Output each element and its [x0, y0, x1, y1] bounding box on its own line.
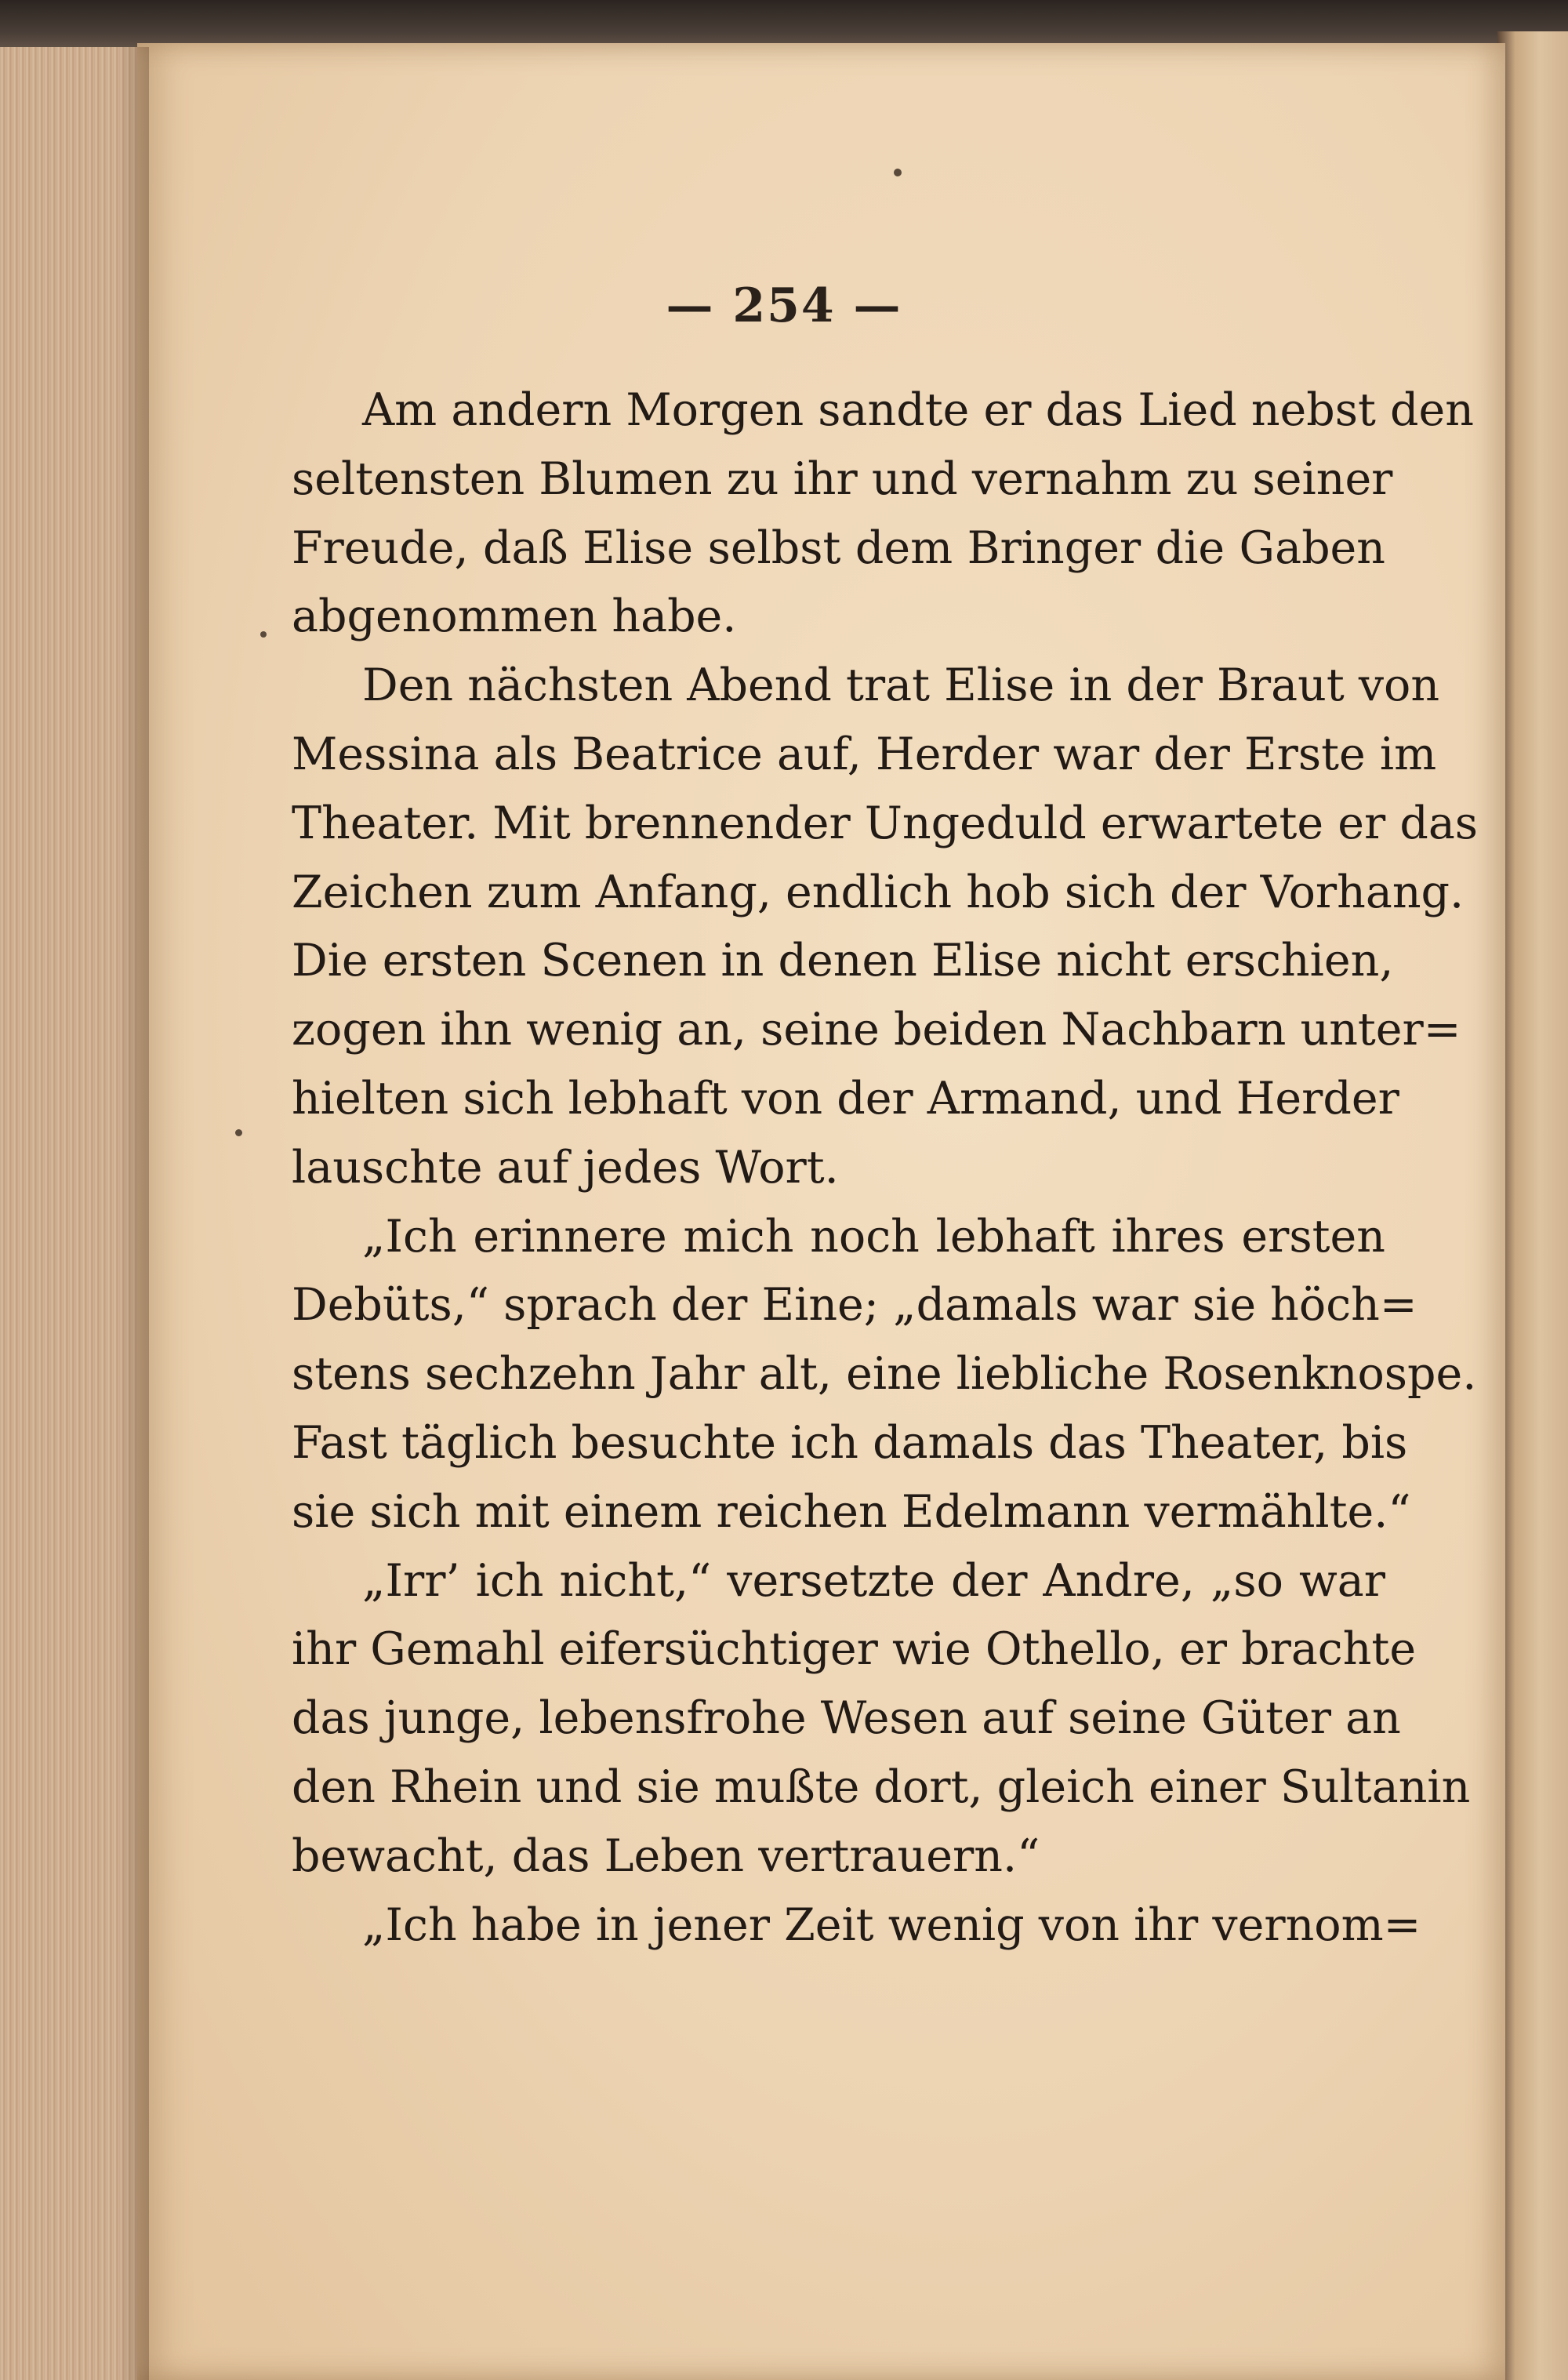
text-line: bewacht, das Leben vertrauern.“ — [292, 1830, 1040, 1882]
text-line: „Ich habe in jener Zeit wenig von ihr vernom= — [362, 1899, 1421, 1951]
text-line: Messina als Beatrice auf, Herder war der Erste im — [292, 728, 1437, 780]
paper-speck — [235, 1129, 242, 1136]
text-line: „Irr’ ich nicht,“ versetzte der Andre, „so war — [362, 1554, 1385, 1607]
text-line: Theater. Mit brennender Ungeduld erwartete er das — [292, 797, 1479, 849]
text-line: Zeichen zum Anfang, endlich hob sich der Vorhang. — [292, 866, 1465, 918]
text-line: seltensten Blumen zu ihr und vernahm zu seiner — [292, 452, 1393, 505]
body-text — [292, 376, 1479, 1960]
text-line: Die ersten Scenen in denen Elise nicht erschien, — [292, 935, 1394, 987]
text-line: das junge, lebensfrohe Wesen auf seine Güter an — [292, 1692, 1401, 1745]
text-line: hielten sich lebhaft von der Armand, und Herder — [292, 1072, 1399, 1125]
page-number: — 254 — — [666, 278, 902, 333]
text-line: stens sechzehn Jahr alt, eine liebliche Rosenknospe. — [292, 1348, 1477, 1401]
text-line: Fast täglich besuchte ich damals das Theater, bis — [292, 1416, 1408, 1469]
text-line: Den nächsten Abend trat Elise in der Braut von — [362, 659, 1440, 712]
text-line: zogen ihn wenig an, seine beiden Nachbarn unter= — [292, 1004, 1461, 1056]
text-line: den Rhein und sie mußte dort, gleich einer Sultanin — [292, 1760, 1471, 1813]
text-line: abgenommen habe. — [292, 590, 737, 643]
adjacent-page — [1497, 31, 1568, 2380]
text-line: sie sich mit einem reichen Edelmann vermählte.“ — [292, 1485, 1411, 1538]
text-line: Am andern Morgen sandte er das Lied nebst den — [362, 384, 1474, 436]
text-line: Debüts,“ sprach der Eine; „damals war sie höch= — [292, 1279, 1417, 1332]
text-line: ihr Gemahl eifersüchtiger wie Othello, er brachte — [292, 1623, 1417, 1676]
text-line: lauschte auf jedes Wort. — [292, 1141, 839, 1194]
text-line: „Ich erinnere mich noch lebhaft ihres ersten — [362, 1210, 1385, 1263]
paper-speck — [894, 169, 902, 176]
text-line: Freude, daß Elise selbst dem Bringer die Gaben — [292, 521, 1385, 574]
paper-speck — [260, 631, 267, 638]
gutter-shadow — [118, 47, 149, 2380]
